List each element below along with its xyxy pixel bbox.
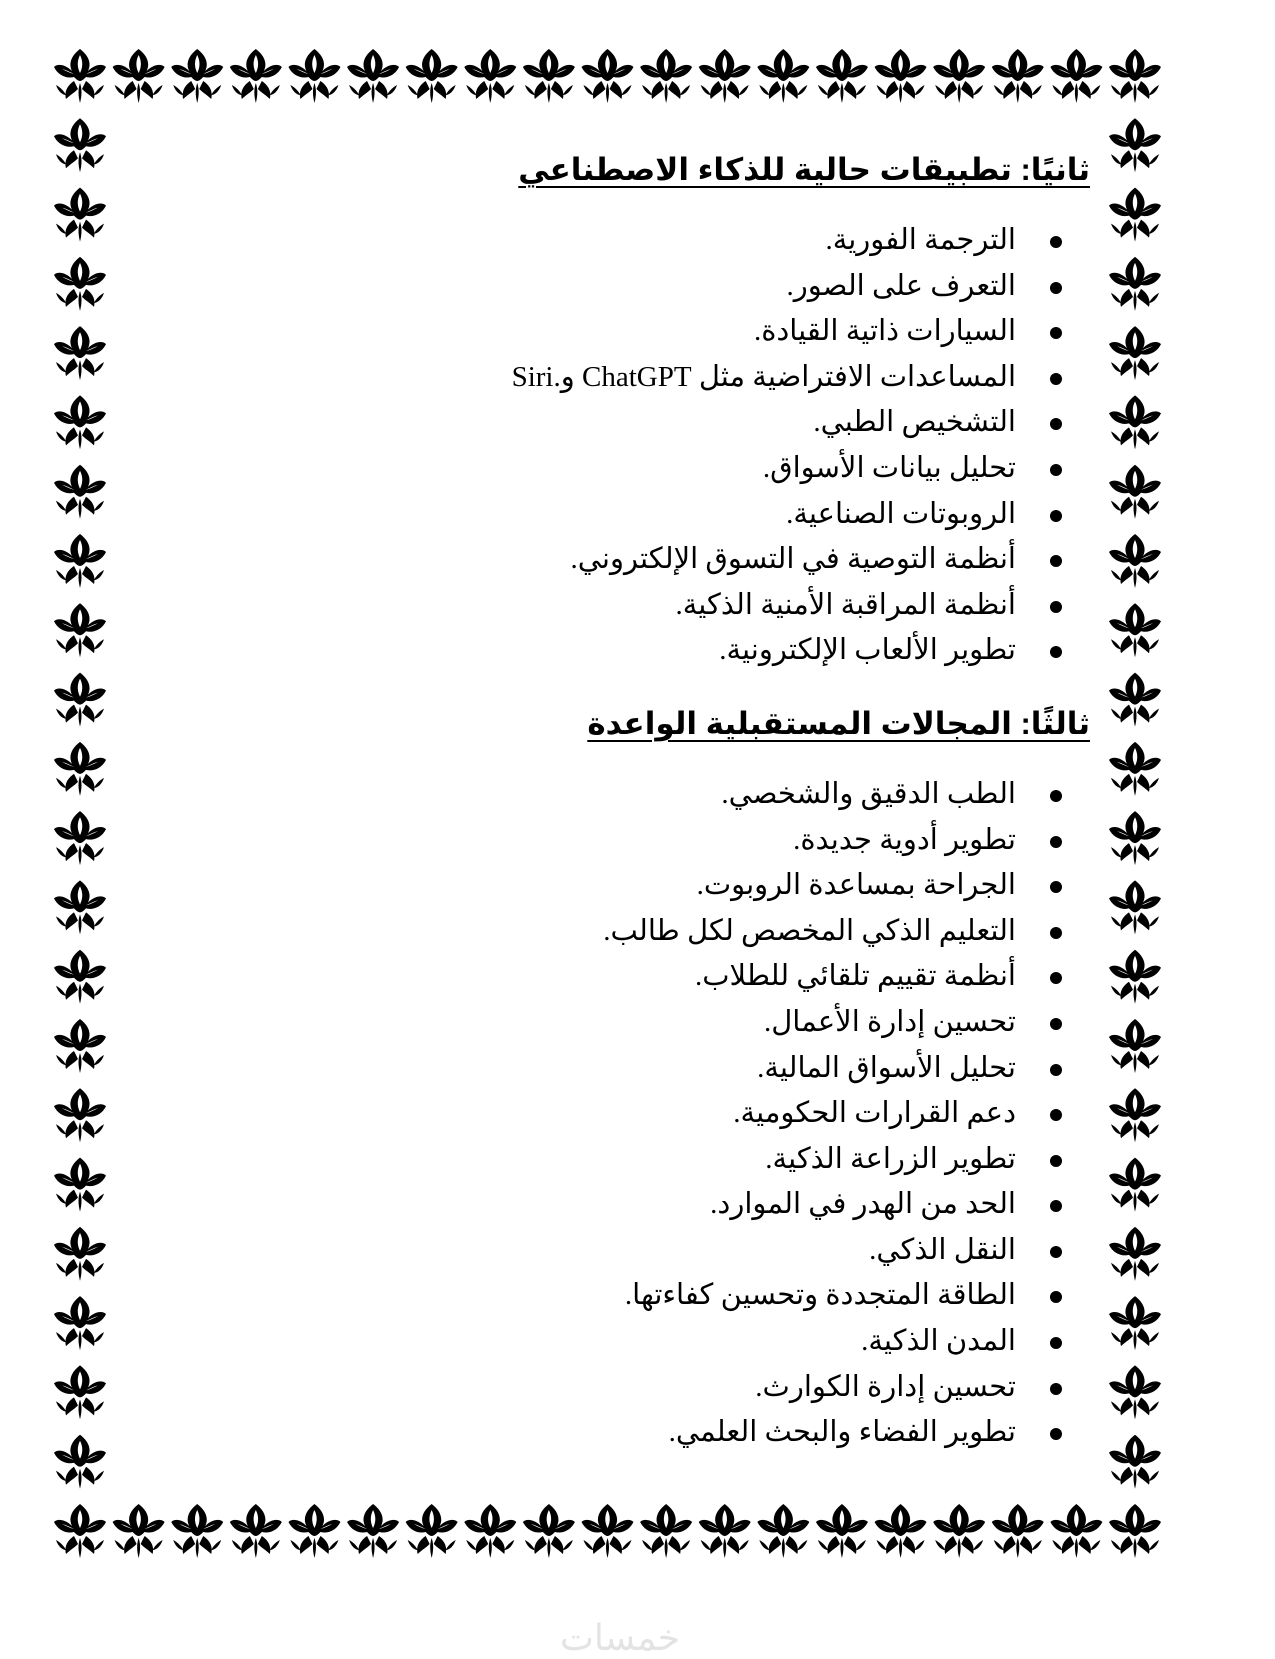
current-applications-list [430, 218, 1090, 674]
floral-ornament-icon [1109, 673, 1161, 727]
floral-ornament-icon [1109, 1296, 1161, 1350]
floral-ornament-icon [1050, 1504, 1102, 1558]
list-item: التعرف على الصور. [430, 264, 1020, 310]
floral-ornament-icon [875, 1504, 927, 1558]
bullet-icon [1050, 1246, 1062, 1258]
watermark-logo: خمسات [560, 1618, 681, 1659]
floral-ornament-icon [640, 1504, 692, 1558]
list-item: أنظمة التوصية في التسوق الإلكتروني. [430, 537, 1020, 583]
bullet-icon [1050, 1337, 1062, 1349]
section-heading-future-fields: ثالثًا: المجالات المستقبلية الواعدة [587, 705, 1090, 741]
floral-ornament-icon [54, 1158, 106, 1212]
floral-ornament-icon [54, 49, 106, 103]
floral-ornament-icon [406, 1504, 458, 1558]
document-body [430, 140, 1090, 1456]
list-item: الترجمة الفورية. [430, 218, 1020, 264]
list-item: المدن الذكية. [430, 1319, 1020, 1365]
floral-ornament-icon [54, 673, 106, 727]
floral-ornament-icon [54, 118, 106, 172]
floral-ornament-icon [992, 1504, 1044, 1558]
floral-ornament-icon [1109, 1365, 1161, 1419]
bullet-icon [1050, 1064, 1062, 1076]
floral-ornament-icon [54, 603, 106, 657]
floral-ornament-icon [406, 49, 458, 103]
floral-ornament-icon [933, 49, 985, 103]
section-heading-current-applications: ثانيًا: تطبيقات حالية للذكاء الاصطناعي [518, 152, 1090, 187]
floral-ornament-icon [54, 326, 106, 380]
list-item: دعم القرارات الحكومية. [430, 1091, 1020, 1137]
list-item: تحسين إدارة الأعمال. [430, 1000, 1020, 1046]
bullet-icon [1050, 555, 1062, 567]
bullet-icon [1050, 1291, 1062, 1303]
bullet-icon [1050, 373, 1062, 385]
floral-ornament-icon [54, 1435, 106, 1489]
floral-ornament-icon [54, 1227, 106, 1281]
floral-ornament-icon [464, 49, 516, 103]
floral-ornament-icon [347, 49, 399, 103]
floral-ornament-icon [464, 1504, 516, 1558]
floral-ornament-icon [1109, 1158, 1161, 1212]
floral-ornament-icon [54, 880, 106, 934]
floral-ornament-icon [347, 1504, 399, 1558]
floral-ornament-icon [757, 1504, 809, 1558]
list-item: أنظمة تقييم تلقائي للطلاب. [430, 954, 1020, 1000]
floral-ornament-icon [1109, 465, 1161, 519]
floral-ornament-icon [54, 1365, 106, 1419]
bullet-icon [1050, 236, 1062, 248]
floral-ornament-icon [933, 1504, 985, 1558]
floral-ornament-icon [54, 395, 106, 449]
list-item: تحسين إدارة الكوارث. [430, 1365, 1020, 1411]
list-item: تحليل بيانات الأسواق. [430, 446, 1020, 492]
floral-ornament-icon [1109, 811, 1161, 865]
floral-ornament-icon [288, 1504, 340, 1558]
bullet-icon [1050, 327, 1062, 339]
floral-ornament-icon [992, 49, 1044, 103]
floral-ornament-icon [1109, 188, 1161, 242]
list-item: تطوير الزراعة الذكية. [430, 1137, 1020, 1183]
floral-ornament-icon [816, 49, 868, 103]
bullet-icon [1050, 881, 1062, 893]
list-item: تحليل الأسواق المالية. [430, 1046, 1020, 1092]
list-item: النقل الذكي. [430, 1228, 1020, 1274]
floral-ornament-icon [54, 1296, 106, 1350]
floral-ornament-icon [1109, 534, 1161, 588]
floral-ornament-icon [699, 49, 751, 103]
floral-ornament-icon [54, 950, 106, 1004]
floral-ornament-icon [54, 1504, 106, 1558]
bullet-icon [1050, 1155, 1062, 1167]
floral-ornament-icon [54, 742, 106, 796]
bullet-icon [1050, 972, 1062, 984]
list-item: المساعدات الافتراضية مثل ChatGPT و.Siri [430, 355, 1020, 401]
list-item: السيارات ذاتية القيادة. [430, 309, 1020, 355]
list-item: التعليم الذكي المخصص لكل طالب. [430, 909, 1020, 955]
list-item: الطب الدقيق والشخصي. [430, 772, 1020, 818]
list-item: الحد من الهدر في الموارد. [430, 1182, 1020, 1228]
list-item: تطوير أدوية جديدة. [430, 818, 1020, 864]
bullet-icon [1050, 646, 1062, 658]
list-item: تطوير الفضاء والبحث العلمي. [430, 1410, 1020, 1456]
floral-ornament-icon [582, 1504, 634, 1558]
floral-ornament-icon [1109, 395, 1161, 449]
floral-ornament-icon [230, 1504, 282, 1558]
floral-ornament-icon [54, 1019, 106, 1073]
floral-ornament-icon [816, 1504, 868, 1558]
bullet-icon [1050, 282, 1062, 294]
floral-ornament-icon [582, 49, 634, 103]
floral-ornament-icon [54, 811, 106, 865]
floral-ornament-icon [54, 188, 106, 242]
floral-ornament-icon [54, 1088, 106, 1142]
floral-ornament-icon [699, 1504, 751, 1558]
list-item: أنظمة المراقبة الأمنية الذكية. [430, 583, 1020, 629]
floral-ornament-icon [1109, 950, 1161, 1004]
floral-ornament-icon [1109, 742, 1161, 796]
floral-ornament-icon [230, 49, 282, 103]
list-item: التشخيص الطبي. [430, 400, 1020, 446]
floral-ornament-icon [757, 49, 809, 103]
floral-ornament-icon [1109, 880, 1161, 934]
floral-ornament-icon [1109, 1088, 1161, 1142]
bullet-icon [1050, 464, 1062, 476]
bullet-icon [1050, 1428, 1062, 1440]
floral-ornament-icon [640, 49, 692, 103]
list-item: الجراحة بمساعدة الروبوت. [430, 863, 1020, 909]
bullet-icon [1050, 836, 1062, 848]
list-item: الطاقة المتجددة وتحسين كفاءتها. [430, 1273, 1020, 1319]
floral-ornament-icon [1109, 257, 1161, 311]
list-item: الروبوتات الصناعية. [430, 492, 1020, 538]
bullet-icon [1050, 1200, 1062, 1212]
bullet-icon [1050, 927, 1062, 939]
floral-ornament-icon [54, 257, 106, 311]
floral-ornament-icon [1109, 1019, 1161, 1073]
bullet-icon [1050, 1109, 1062, 1121]
floral-ornament-icon [1109, 603, 1161, 657]
future-fields-list [430, 772, 1090, 1456]
floral-ornament-icon [1109, 1227, 1161, 1281]
floral-ornament-icon [1050, 49, 1102, 103]
floral-ornament-icon [1109, 326, 1161, 380]
floral-ornament-icon [54, 465, 106, 519]
floral-ornament-icon [1109, 118, 1161, 172]
floral-ornament-icon [523, 1504, 575, 1558]
floral-ornament-icon [875, 49, 927, 103]
bullet-icon [1050, 601, 1062, 613]
floral-ornament-icon [113, 1504, 165, 1558]
bullet-icon [1050, 1018, 1062, 1030]
floral-ornament-icon [1109, 49, 1161, 103]
bullet-icon [1050, 790, 1062, 802]
floral-ornament-icon [171, 49, 223, 103]
floral-ornament-icon [1109, 1435, 1161, 1489]
floral-ornament-icon [113, 49, 165, 103]
floral-ornament-icon [523, 49, 575, 103]
floral-ornament-icon [171, 1504, 223, 1558]
floral-ornament-icon [1109, 1504, 1161, 1558]
bullet-icon [1050, 510, 1062, 522]
floral-ornament-icon [54, 534, 106, 588]
floral-ornament-icon [288, 49, 340, 103]
bullet-icon [1050, 1383, 1062, 1395]
list-item: تطوير الألعاب الإلكترونية. [430, 628, 1020, 674]
bullet-icon [1050, 418, 1062, 430]
